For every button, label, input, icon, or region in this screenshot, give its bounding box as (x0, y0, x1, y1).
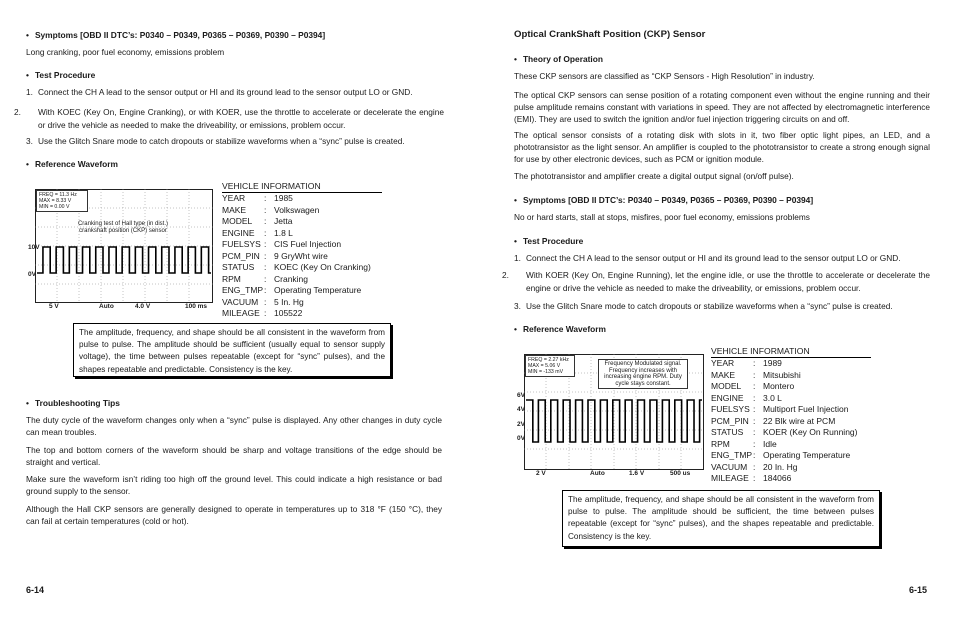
step-text: Connect the CH A lead to the sensor output or HI and its ground lead to the sensor output LO or GND. (38, 87, 413, 97)
theory-paragraph: The optical sensor consists of a rotating disk with slots in it, two fiber optic light pipes, an LED, and a phototransistor as the light sensor. An amplifier is coupled to the phototransistor to create a strong enough signal for use by other electronic devices, such as PCM or ignition module. (514, 130, 930, 164)
vehicle-info-key: MILEAGE (222, 308, 260, 318)
test-procedure-heading: • Test Procedure (514, 236, 583, 246)
vehicle-info-row (222, 205, 382, 217)
vehicle-info-value: 5 In. Hg (274, 296, 304, 307)
test-step (26, 86, 444, 99)
vehicle-info-colon: : (753, 427, 756, 437)
vehicle-info-row (711, 381, 871, 393)
scope-caption: Cranking test of Hall type (in dist.) crankshaft position (CKP) sensor (77, 221, 169, 234)
time-per-div: 100 ms (185, 303, 208, 310)
theory-heading: • Theory of Operation (514, 54, 603, 64)
scope-readout (525, 355, 575, 377)
vehicle-info-value: KOER (Key On Running) (763, 427, 858, 437)
vehicle-info-key: STATUS (711, 427, 744, 437)
vehicle-info-row (222, 251, 382, 263)
symptoms-text: Long cranking, poor fuel economy, emissions problem (26, 47, 225, 57)
vehicle-info-colon: : (264, 296, 267, 307)
test-step (514, 252, 930, 265)
oscilloscope-waveform (28, 189, 213, 310)
volts-per-div: 5 V (49, 303, 59, 310)
reference-waveform-heading: • Reference Waveform (26, 159, 118, 169)
vehicle-info-row (222, 308, 382, 320)
vehicle-info-row (711, 473, 871, 485)
trigger-level: 1.6 V (629, 470, 645, 477)
step-text: Connect the CH A lead to the sensor output or HI and its ground lead to the sensor output LO or GND. (526, 253, 901, 263)
vehicle-info-row (711, 393, 871, 405)
theory-paragraph: The optical CKP sensors can sense position of a rotating component even without the engine running and their pulse amplitude remains constant with variations in speed. They are not affected by electromagnetic interference (EMI). They are used to switch the ignition and/or fuel injection triggering circuits on and off. (514, 90, 930, 124)
vehicle-info-value: Operating Temperature (763, 450, 851, 460)
vehicle-info-colon: : (753, 461, 756, 472)
vehicle-info-title: VEHICLE INFORMATION (222, 181, 382, 193)
vehicle-info-colon: : (753, 450, 756, 460)
vehicle-info-row (222, 239, 382, 251)
troubleshooting-heading: • Troubleshooting Tips (26, 398, 120, 408)
consistency-note: The amplitude, frequency, and shape should be all consistent in the waveform from pulse to pulse. The amplitude should be sufficient (usually equal to sensor supply voltage), the time between pulses repeatable (except for “sync” pulses), and the shapes repeatable and predictable. Consistency is the key. (73, 323, 391, 377)
y-label-2v: 2V (517, 421, 525, 428)
vehicle-info-value: CIS Fuel Injection (274, 239, 342, 249)
test-step (26, 135, 444, 148)
tip-paragraph: Although the Hall CKP sensors are generally designed to operate in temperatures up to 318 °F (150 °C), they can fail at certain temperatures (cold or hot). (26, 504, 442, 526)
vehicle-info-key: MODEL (222, 216, 253, 226)
vehicle-info-row (222, 216, 382, 228)
vehicle-info-key: PCM_PIN (222, 250, 260, 261)
vehicle-info-key: VACUUM (222, 296, 259, 307)
vehicle-info-key: FUELSYS (711, 404, 750, 414)
freq-readout: FREQ = 11.3 Hz (39, 192, 77, 198)
vehicle-info-row (711, 462, 871, 474)
vehicle-info-value: Jetta (274, 216, 293, 226)
vehicle-info-key: ENG_TMP (222, 285, 264, 295)
step-number: 2. (502, 270, 509, 280)
trigger-level: 4.0 V (135, 303, 151, 310)
vehicle-info-key: MAKE (222, 204, 247, 215)
scope-caption: Frequency Modulated signal. Frequency increases with increasing engine RPM. Duty cycle stays constant. (598, 359, 688, 389)
vehicle-info-colon: : (264, 193, 267, 203)
tip-paragraph: The top and bottom corners of the waveform should be sharp and voltage transitions of the edge should be straight and vertical. (26, 445, 442, 467)
step-number: 1. (26, 87, 33, 97)
vehicle-info-value: 22 Blk wire at PCM (763, 415, 836, 426)
vehicle-info-colon: : (264, 250, 267, 261)
vehicle-info-row (222, 228, 382, 240)
page-number: 6-14 (26, 585, 45, 595)
vehicle-info-key: RPM (711, 438, 730, 449)
time-per-div: 500 us (670, 470, 691, 477)
vehicle-info (222, 181, 382, 320)
test-procedure-heading: • Test Procedure (26, 70, 95, 80)
step-text: With KOER (Key On, Engine Running), let the engine idle, or use the throttle to accelerate or decelerate the engine or drive the vehicle as needed to make the driveability, or emissions, problem occur. (526, 270, 930, 293)
vehicle-info-value: Operating Temperature (274, 285, 362, 295)
symptoms-heading: • Symptoms [OBD II DTC’s: P0340 – P0349, P0365 – P0369, P0390 – P0394] (26, 30, 325, 40)
page-number: 6-15 (909, 585, 928, 595)
vehicle-info-value: Cranking (274, 273, 309, 284)
vehicle-info-colon: : (753, 392, 756, 403)
min-readout: MIN = 0.00 V (39, 204, 70, 210)
y-label-10v: 10V (28, 244, 40, 251)
vehicle-info-value: Montero (763, 381, 795, 391)
vehicle-info-colon: : (264, 262, 267, 272)
oscilloscope-waveform (517, 354, 704, 480)
vehicle-info-row (222, 262, 382, 274)
vehicle-info-row (222, 274, 382, 286)
vehicle-info-row (222, 193, 382, 205)
vehicle-info-key: PCM_PIN (711, 415, 749, 426)
y-label-0v: 0V (28, 271, 36, 278)
vehicle-info-value: 1985 (274, 193, 293, 203)
vehicle-info-colon: : (753, 369, 756, 380)
vehicle-info-row (711, 370, 871, 382)
vehicle-info-colon: : (753, 404, 756, 414)
vehicle-info-key: YEAR (711, 358, 735, 368)
tip-paragraph: Make sure the waveform isn’t riding too high off the ground level. This could indicate a high resistance or bad ground supply to the sensor. (26, 474, 442, 496)
vehicle-info-value: KOEC (Key On Cranking) (274, 262, 371, 272)
vehicle-info-key: RPM (222, 273, 241, 284)
vehicle-info-key: STATUS (222, 262, 255, 272)
vehicle-info-value: Multiport Fuel Injection (763, 404, 849, 414)
symptoms-text: No or hard starts, stall at stops, misfires, poor fuel economy, emissions problems (514, 212, 810, 222)
vehicle-info-colon: : (753, 358, 756, 368)
vehicle-info-key: ENGINE (222, 227, 255, 238)
y-label-4v: 4V (517, 406, 525, 413)
vehicle-info-row (711, 358, 871, 370)
vehicle-info-row (711, 416, 871, 428)
vehicle-info-colon: : (264, 227, 267, 238)
vehicle-info-key: MILEAGE (711, 473, 749, 483)
vehicle-info-key: VACUUM (711, 461, 748, 472)
step-number: 2. (14, 107, 21, 117)
vehicle-info-colon: : (264, 204, 267, 215)
vehicle-info-value: 184066 (763, 473, 792, 483)
vehicle-info-key: YEAR (222, 193, 246, 203)
vehicle-info-key: MAKE (711, 369, 736, 380)
theory-paragraph: The phototransistor and amplifier create a digital output signal (on/off pulse). (514, 171, 794, 181)
freq-readout: FREQ = 2.27 kHz (528, 357, 569, 363)
vehicle-info-value: 105522 (274, 308, 303, 318)
vehicle-info-value: 1989 (763, 358, 782, 368)
vehicle-info-colon: : (264, 285, 267, 295)
vehicle-info-value: Volkswagen (274, 204, 320, 215)
max-readout: MAX = 5.06 V (528, 363, 561, 369)
scope-readout (36, 190, 88, 212)
volts-per-div: 2 V (536, 470, 546, 477)
vehicle-info-colon: : (753, 438, 756, 449)
y-label-6v: 6V (517, 392, 525, 399)
vehicle-info-colon: : (753, 415, 756, 426)
min-readout: MIN = -133 mV (528, 369, 564, 375)
vehicle-info-row (711, 427, 871, 439)
vehicle-info-title: VEHICLE INFORMATION (711, 346, 871, 358)
step-number: 1. (514, 253, 521, 263)
vehicle-info-colon: : (264, 273, 267, 284)
step-number: 3. (26, 136, 33, 146)
vehicle-info-row (711, 450, 871, 462)
vehicle-info-colon: : (264, 239, 267, 249)
right-page (477, 0, 954, 626)
trigger-mode: Auto (590, 470, 605, 477)
vehicle-info-colon: : (264, 308, 267, 318)
vehicle-info-value: Idle (763, 438, 777, 449)
theory-paragraph: These CKP sensors are classified as “CKP Sensors - High Resolution” in industry. (514, 71, 815, 81)
step-text: Use the Glitch Snare mode to catch dropouts or stabilize waveforms when a “sync” pulse is created. (526, 301, 893, 311)
symptoms-heading: • Symptoms [OBD II DTC’s: P0340 – P0349, P0365 – P0369, P0390 – P0394] (514, 195, 813, 205)
test-step (14, 106, 444, 131)
step-number: 3. (514, 301, 521, 311)
vehicle-info-row (711, 439, 871, 451)
vehicle-info-value: 9 GryWht wire (274, 250, 328, 261)
vehicle-info-colon: : (264, 216, 267, 226)
vehicle-info-row (222, 297, 382, 309)
vehicle-info (711, 346, 871, 485)
vehicle-info-value: Mitsubishi (763, 369, 801, 380)
reference-waveform-heading: • Reference Waveform (514, 324, 606, 334)
step-text: With KOEC (Key On, Engine Cranking), or with KOER, use the throttle to accelerate or decelerate the engine or drive the vehicle as needed to make the driveability, or emissions, problem occur. (38, 107, 444, 130)
vehicle-info-value: 1.8 L (274, 227, 293, 238)
max-readout: MAX = 8.33 V (39, 198, 72, 204)
consistency-note: The amplitude, frequency, and shape should be all consistent in the waveform from pulse to pulse. The amplitude should be sufficient, the time between pulses repeatable (except for “sync” pulses), and the shapes repeatable and predictable. Consistency is the key. (562, 490, 880, 547)
section-title: Optical CrankShaft Position (CKP) Sensor (514, 29, 706, 40)
y-label-0v: 0V (517, 435, 525, 442)
tip-paragraph: The duty cycle of the waveform changes only when a “sync” pulse is displayed. Any other changes in duty cycle can mean troubles. (26, 415, 442, 437)
trigger-mode: Auto (99, 303, 114, 310)
vehicle-info-value: 20 In. Hg (763, 461, 798, 472)
vehicle-info-row (222, 285, 382, 297)
vehicle-info-key: FUELSYS (222, 239, 261, 249)
vehicle-info-key: ENG_TMP (711, 450, 753, 460)
step-text: Use the Glitch Snare mode to catch dropouts or stabilize waveforms when a “sync” pulse is created. (38, 136, 405, 146)
vehicle-info-row (711, 404, 871, 416)
vehicle-info-key: ENGINE (711, 392, 744, 403)
vehicle-info-colon: : (753, 381, 756, 391)
vehicle-info-colon: : (753, 473, 756, 483)
test-step (502, 269, 930, 294)
test-step (514, 300, 930, 313)
vehicle-info-value: 3.0 L (763, 392, 782, 403)
vehicle-info-key: MODEL (711, 381, 742, 391)
